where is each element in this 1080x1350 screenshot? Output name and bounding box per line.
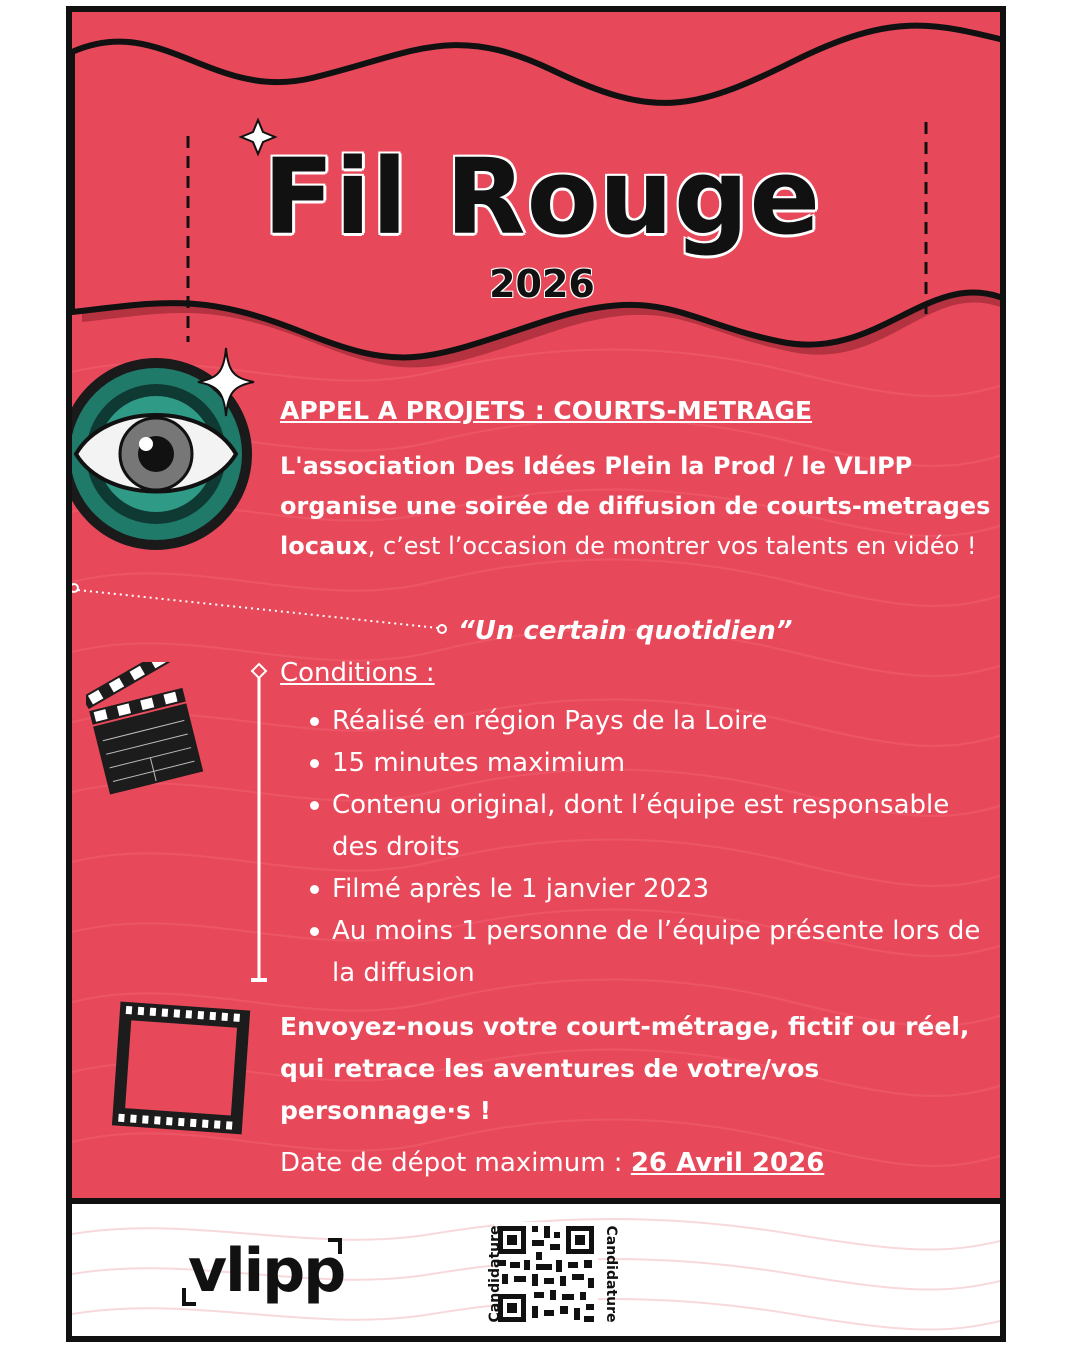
intro-bold: L'association Des Idées Plein la Prod / le VLIPP organise une soirée de diffusion de courts-metrages locaux bbox=[280, 452, 991, 560]
qr-code-icon[interactable] bbox=[494, 1222, 598, 1326]
vlipp-logo: vlipp bbox=[188, 1236, 345, 1306]
deadline-label: Date de dépot maximum : bbox=[280, 1148, 631, 1178]
list-item: Filmé après le 1 janvier 2023 bbox=[332, 868, 992, 910]
list-item: Au moins 1 personne de l’équipe présente lors de la diffusion bbox=[332, 910, 992, 994]
dotted-connector bbox=[72, 582, 452, 642]
deadline-date: 26 Avril 2026 bbox=[630, 1148, 825, 1178]
qr-label-right: Candidature bbox=[603, 1225, 619, 1323]
clapperboard-icon bbox=[86, 662, 206, 802]
qr-label-left: Candidature bbox=[487, 1225, 503, 1323]
poster-year: 2026 bbox=[489, 262, 595, 306]
film-strip-icon bbox=[102, 994, 262, 1144]
call-to-action: Envoyez-nous votre court-métrage, fictif ou réel, qui retrace les aventures de votre/vos personnage·s ! bbox=[280, 1012, 970, 1125]
poster bbox=[66, 6, 1006, 1342]
theme-text: “Un certain quotidien” bbox=[458, 616, 793, 646]
poster-title: Fil Rouge bbox=[262, 136, 822, 258]
list-item: Contenu original, dont l’équipe est responsable des droits bbox=[332, 784, 992, 868]
intro-text bbox=[280, 446, 1000, 566]
intro-rest: , c’est l’occasion de montrer vos talents en vidéo ! bbox=[367, 532, 977, 560]
eye-icon bbox=[66, 342, 276, 572]
conditions-list bbox=[332, 700, 992, 994]
call-heading: APPEL A PROJETS : COURTS-METRAGE bbox=[280, 396, 813, 425]
list-item: 15 minutes maximium bbox=[332, 742, 992, 784]
list-item: Réalisé en région Pays de la Loire bbox=[332, 700, 992, 742]
timeline-line bbox=[244, 662, 274, 992]
deadline bbox=[280, 1148, 824, 1178]
conditions-heading: Conditions : bbox=[280, 658, 435, 688]
